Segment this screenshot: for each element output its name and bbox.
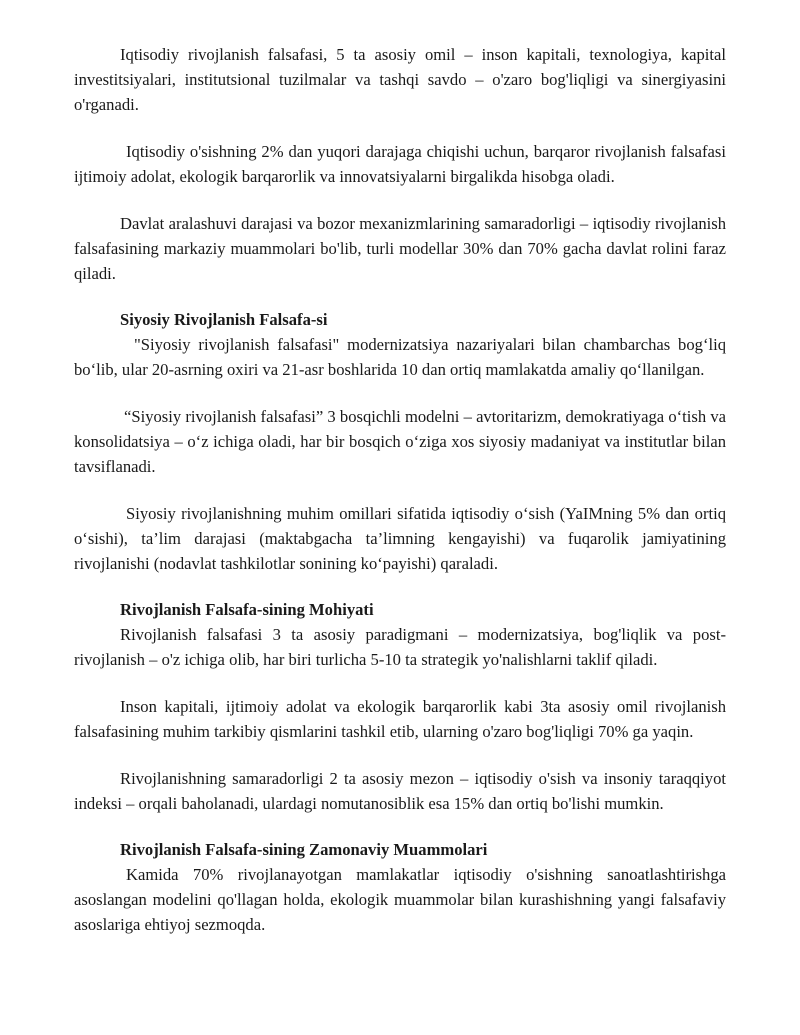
paragraph-modernization-theories: "Siyosiy rivojlanish falsafasi" modernizatsiya nazariyalari bilan chambarchas bog‘liq bo‘lib, ular 20-asrning oxiri va 21-asr boshlarida 10 dan ortiq mamlakatda amaliy qo‘llanilgan. [74, 335, 726, 379]
paragraph-three-paradigms: Rivojlanish falsafasi 3 ta asosiy paradigmani – modernizatsiya, bog'liqlik va post-rivojlanish – o'z ichiga olib, har biri turlicha 5-10 ta strategik yo'nalishlarni taklif qiladi. [74, 625, 726, 669]
paragraph-effectiveness-criteria: Rivojlanishning samaradorligi 2 ta asosiy mezon – iqtisodiy o'sish va insoniy taraqqiyot indeksi – orqali baholanadi, ulardagi nomutanosiblik esa 15% dan ortiq bo'lishi mumkin. [74, 769, 726, 813]
document-page [74, 42, 726, 937]
paragraph-core-components: Inson kapitali, ijtimoiy adolat va ekologik barqarorlik kabi 3ta asosiy omil rivojlanish falsafasining muhim tarkibiy qismlarini tashkil etib, ularning o'zaro bog'liqligi 70% ga yaqin. [74, 697, 726, 741]
heading-political-development: Siyosiy Rivojlanish Falsafa-si [120, 310, 328, 329]
paragraph-economic-development-factors: Iqtisodiy rivojlanish falsafasi, 5 ta asosiy omil – inson kapitali, texnologiya, kapital investitsiyalari, institutsional tuzilmalar va tashqi savdo – o'zaro bog'liqligi va sinergiyasini o'rganadi. [74, 45, 726, 114]
paragraph-ecological-challenges: Kamida 70% rivojlanayotgan mamlakatlar iqtisodiy o'sishning sanoatlashtirishga asoslangan modelini qo'llagan holda, ekologik muammolar bilan kurashishning yangi falsafaviy asoslariga ehtiyoj sezmoqda. [74, 865, 726, 934]
heading-modern-problems: Rivojlanish Falsafa-sining Zamonaviy Muammolari [120, 840, 488, 859]
paragraph-three-stage-model: “Siyosiy rivojlanish falsafasi” 3 bosqichli modelni – avtoritarizm, demokratiyaga o‘tish va konsolidatsiya – o‘z ichiga oladi, har bir bosqich o‘ziga xos siyosiy madaniyat va institutlar bilan tavsiflanadi. [74, 407, 726, 476]
paragraph-state-intervention: Davlat aralashuvi darajasi va bozor mexanizmlarining samaradorligi – iqtisodiy rivojlanish falsafasining markaziy muammolari bo'lib, turli modellar 30% dan 70% gacha davlat rolini faraz qiladi. [74, 214, 726, 283]
paragraph-sustainable-growth: Iqtisodiy o'sishning 2% dan yuqori darajaga chiqishi uchun, barqaror rivojlanish falsafasi ijtimoiy adolat, ekologik barqarorlik va innovatsiyalarni birgalikda hisobga oladi. [74, 142, 726, 186]
paragraph-political-factors: Siyosiy rivojlanishning muhim omillari sifatida iqtisodiy o‘sish (YaIMning 5% dan ortiq o‘sishi), ta’lim darajasi (maktabgacha ta’limning kengayishi) va fuqarolik jamiyatining rivojlanishi (nodavlat tashkilotlar sonining ko‘payishi) qaraladi. [74, 504, 726, 573]
heading-development-essence: Rivojlanish Falsafa-sining Mohiyati [120, 600, 374, 619]
